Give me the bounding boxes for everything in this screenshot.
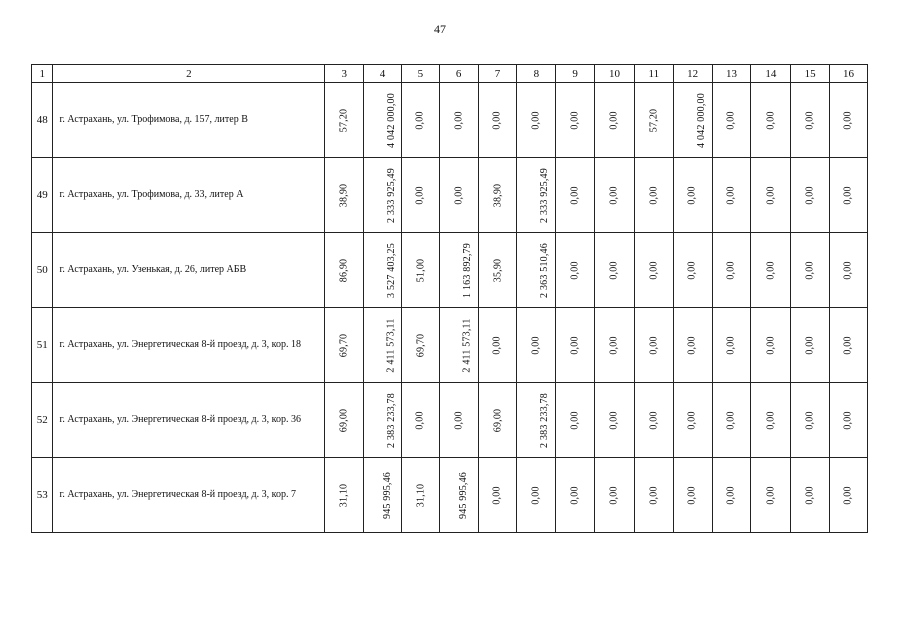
column-header-6: 6 <box>439 65 478 83</box>
value-text: 69,70 <box>338 333 350 357</box>
value-text: 31,10 <box>338 483 350 507</box>
value-cell <box>712 233 751 308</box>
row-number: 48 <box>32 83 53 158</box>
column-header-4: 4 <box>364 65 402 83</box>
value-text: 0,00 <box>530 110 542 130</box>
value-cell <box>712 308 751 383</box>
value-text: 31,10 <box>414 483 426 507</box>
value-cell <box>439 233 478 308</box>
value-text: 0,00 <box>569 335 581 355</box>
value-text: 0,00 <box>648 185 660 205</box>
value-cell <box>751 458 791 533</box>
value-text: 0,00 <box>804 110 816 130</box>
value-text: 0,00 <box>687 335 699 355</box>
value-cell <box>401 308 439 383</box>
value-cell <box>478 158 517 233</box>
value-text: 0,00 <box>765 485 777 505</box>
value-text: 0,00 <box>569 485 581 505</box>
value-text: 0,00 <box>765 110 777 130</box>
value-cell <box>673 458 712 533</box>
value-cell <box>595 458 635 533</box>
value-cell <box>556 83 595 158</box>
value-text: 2 383 233,78 <box>386 392 398 448</box>
column-header-9: 9 <box>556 65 595 83</box>
value-text: 0,00 <box>608 485 620 505</box>
value-cell <box>325 308 364 383</box>
value-cell <box>556 158 595 233</box>
value-cell <box>751 308 791 383</box>
row-number: 52 <box>32 383 53 458</box>
value-cell <box>401 158 439 233</box>
value-text: 0,00 <box>414 185 426 205</box>
value-text: 2 363 510,46 <box>539 242 551 298</box>
table-row <box>32 233 868 308</box>
column-header-11: 11 <box>634 65 673 83</box>
column-header-5: 5 <box>401 65 439 83</box>
value-text: 38,90 <box>491 183 503 207</box>
value-cell <box>791 233 830 308</box>
table-row <box>32 308 868 383</box>
value-cell <box>791 158 830 233</box>
value-text: 0,00 <box>725 335 737 355</box>
value-text: 0,00 <box>491 335 503 355</box>
value-cell <box>634 308 673 383</box>
value-text: 0,00 <box>765 185 777 205</box>
value-cell <box>712 383 751 458</box>
value-cell <box>595 233 635 308</box>
value-cell <box>634 158 673 233</box>
value-text: 0,00 <box>569 410 581 430</box>
value-cell <box>595 158 635 233</box>
value-text: 2 411 573,11 <box>461 317 473 373</box>
value-cell <box>830 308 868 383</box>
value-text: 0,00 <box>804 335 816 355</box>
value-text: 0,00 <box>765 260 777 280</box>
value-text: 0,00 <box>414 110 426 130</box>
value-cell <box>364 83 402 158</box>
value-text: 57,20 <box>648 108 660 132</box>
value-text: 69,70 <box>414 333 426 357</box>
value-text: 0,00 <box>569 260 581 280</box>
value-cell <box>751 233 791 308</box>
value-cell <box>791 458 830 533</box>
value-cell <box>517 158 556 233</box>
value-cell <box>325 83 364 158</box>
value-text: 0,00 <box>843 110 855 130</box>
value-cell <box>364 458 402 533</box>
value-cell <box>673 158 712 233</box>
value-cell <box>364 158 402 233</box>
value-text: 86,90 <box>338 258 350 282</box>
value-cell <box>439 158 478 233</box>
value-text: 0,00 <box>804 260 816 280</box>
value-text: 0,00 <box>648 335 660 355</box>
row-number: 53 <box>32 458 53 533</box>
value-cell <box>634 83 673 158</box>
value-cell <box>478 458 517 533</box>
value-cell <box>830 233 868 308</box>
value-cell <box>478 233 517 308</box>
value-cell <box>634 233 673 308</box>
address-cell: г. Астрахань, ул. Энергетическая 8-й проезд, д. 3, кор. 36 <box>53 383 325 458</box>
value-cell <box>751 383 791 458</box>
value-cell <box>401 458 439 533</box>
value-text: 0,00 <box>608 335 620 355</box>
value-text: 0,00 <box>804 485 816 505</box>
column-header-2: 2 <box>53 65 325 83</box>
value-text: 0,00 <box>843 260 855 280</box>
value-text: 0,00 <box>569 110 581 130</box>
column-header-15: 15 <box>791 65 830 83</box>
value-text: 945 995,46 <box>457 471 469 519</box>
value-cell <box>478 308 517 383</box>
value-text: 0,00 <box>843 185 855 205</box>
value-text: 0,00 <box>608 410 620 430</box>
value-text: 0,00 <box>843 410 855 430</box>
value-text: 1 163 892,79 <box>461 242 473 298</box>
value-cell <box>673 383 712 458</box>
value-text: 0,00 <box>608 185 620 205</box>
column-header-7: 7 <box>478 65 517 83</box>
value-text: 51,00 <box>414 258 426 282</box>
value-text: 69,00 <box>338 408 350 432</box>
value-text: 0,00 <box>491 110 503 130</box>
value-text: 3 527 403,25 <box>386 242 398 298</box>
value-cell <box>556 233 595 308</box>
page-number: 47 <box>434 22 446 36</box>
housing-data-table <box>31 64 868 533</box>
value-text: 69,00 <box>491 408 503 432</box>
value-cell <box>439 383 478 458</box>
value-text: 0,00 <box>804 410 816 430</box>
value-cell <box>364 383 402 458</box>
value-cell <box>325 458 364 533</box>
address-cell: г. Астрахань, ул. Узенькая, д. 26, литер АБВ <box>53 233 325 308</box>
address-cell: г. Астрахань, ул. Трофимова, д. 33, литер А <box>53 158 325 233</box>
column-header-3: 3 <box>325 65 364 83</box>
value-text: 0,00 <box>648 485 660 505</box>
column-header-14: 14 <box>751 65 791 83</box>
value-cell <box>595 308 635 383</box>
value-text: 0,00 <box>608 110 620 130</box>
table-row <box>32 458 868 533</box>
table-row <box>32 158 868 233</box>
value-cell <box>401 83 439 158</box>
value-cell <box>791 83 830 158</box>
value-cell <box>325 158 364 233</box>
value-cell <box>712 458 751 533</box>
value-text: 0,00 <box>725 185 737 205</box>
value-text: 2 383 233,78 <box>539 392 551 448</box>
table-row <box>32 383 868 458</box>
value-cell <box>439 308 478 383</box>
value-text: 0,00 <box>648 260 660 280</box>
row-number: 51 <box>32 308 53 383</box>
value-cell <box>439 458 478 533</box>
value-cell <box>830 83 868 158</box>
column-header-1: 1 <box>32 65 53 83</box>
value-text: 0,00 <box>687 185 699 205</box>
value-text: 4 042 000,00 <box>695 92 707 148</box>
row-number: 49 <box>32 158 53 233</box>
value-text: 0,00 <box>453 185 465 205</box>
value-cell <box>791 308 830 383</box>
value-cell <box>325 383 364 458</box>
value-cell <box>478 83 517 158</box>
value-cell <box>634 383 673 458</box>
value-cell <box>439 83 478 158</box>
value-text: 57,20 <box>338 108 350 132</box>
table-row <box>32 83 868 158</box>
value-cell <box>478 383 517 458</box>
value-cell <box>595 83 635 158</box>
value-cell <box>673 233 712 308</box>
value-text: 38,90 <box>338 183 350 207</box>
value-cell <box>517 458 556 533</box>
address-cell: г. Астрахань, ул. Энергетическая 8-й проезд, д. 3, кор. 18 <box>53 308 325 383</box>
value-text: 0,00 <box>414 410 426 430</box>
value-text: 0,00 <box>765 410 777 430</box>
value-cell <box>556 383 595 458</box>
value-cell <box>751 158 791 233</box>
value-text: 0,00 <box>608 260 620 280</box>
value-text: 0,00 <box>530 335 542 355</box>
value-text: 0,00 <box>843 335 855 355</box>
value-cell <box>673 308 712 383</box>
value-cell <box>364 308 402 383</box>
value-text: 0,00 <box>687 260 699 280</box>
column-header-10: 10 <box>595 65 635 83</box>
value-text: 945 995,46 <box>382 471 394 519</box>
address-cell: г. Астрахань, ул. Энергетическая 8-й проезд, д. 3, кор. 7 <box>53 458 325 533</box>
value-text: 2 333 925,49 <box>539 167 551 223</box>
address-cell: г. Астрахань, ул. Трофимова, д. 157, литер В <box>53 83 325 158</box>
value-text: 2 333 925,49 <box>386 167 398 223</box>
value-cell <box>673 83 712 158</box>
value-text: 0,00 <box>453 410 465 430</box>
value-cell <box>595 383 635 458</box>
value-text: 0,00 <box>725 485 737 505</box>
value-text: 0,00 <box>725 110 737 130</box>
value-text: 0,00 <box>648 410 660 430</box>
value-text: 0,00 <box>530 485 542 505</box>
value-text: 2 411 573,11 <box>385 317 397 373</box>
value-text: 0,00 <box>687 410 699 430</box>
value-text: 35,90 <box>491 258 503 282</box>
column-header-16: 16 <box>830 65 868 83</box>
column-number-row <box>32 65 868 83</box>
value-cell <box>364 233 402 308</box>
value-cell <box>325 233 364 308</box>
table-body <box>32 83 868 533</box>
value-cell <box>634 458 673 533</box>
value-cell <box>712 83 751 158</box>
value-text: 0,00 <box>725 410 737 430</box>
value-cell <box>830 383 868 458</box>
value-text: 0,00 <box>687 485 699 505</box>
value-cell <box>517 383 556 458</box>
value-text: 0,00 <box>765 335 777 355</box>
value-cell <box>712 158 751 233</box>
value-cell <box>556 308 595 383</box>
value-text: 0,00 <box>491 485 503 505</box>
value-text: 0,00 <box>725 260 737 280</box>
column-header-8: 8 <box>517 65 556 83</box>
value-text: 0,00 <box>804 185 816 205</box>
column-header-12: 12 <box>673 65 712 83</box>
value-cell <box>830 158 868 233</box>
value-cell <box>517 308 556 383</box>
value-cell <box>517 233 556 308</box>
row-number: 50 <box>32 233 53 308</box>
value-cell <box>751 83 791 158</box>
column-header-13: 13 <box>712 65 751 83</box>
value-text: 0,00 <box>569 185 581 205</box>
value-text: 4 042 000,00 <box>386 92 398 148</box>
value-text: 0,00 <box>453 110 465 130</box>
value-cell <box>517 83 556 158</box>
value-cell <box>556 458 595 533</box>
value-cell <box>401 383 439 458</box>
value-cell <box>401 233 439 308</box>
value-text: 0,00 <box>843 485 855 505</box>
value-cell <box>830 458 868 533</box>
value-cell <box>791 383 830 458</box>
